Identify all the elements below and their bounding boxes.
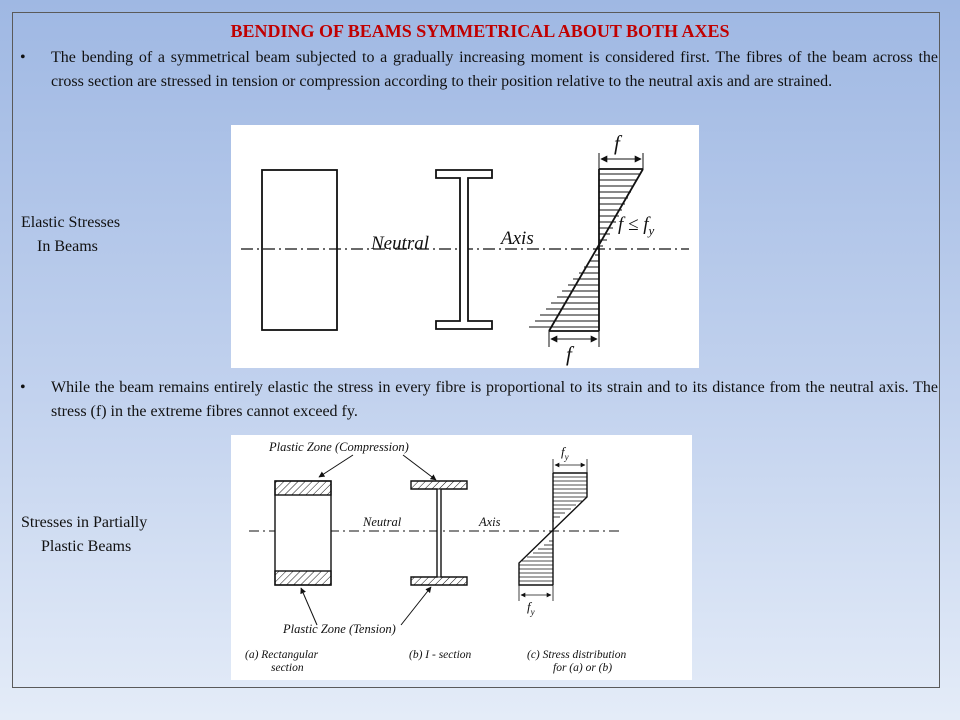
- caption-c-line-2: for (a) or (b): [553, 662, 613, 674]
- stress-limit-sub: y: [648, 223, 655, 238]
- stress-profile-line: [549, 169, 643, 331]
- stress-f-top: f: [614, 131, 620, 155]
- bullet-text-1: The bending of a symmetrical beam subjected to a gradually increasing moment is considered first. The fibres of the beam across the cross section are stressed in tension or compression according to their position relative to the neutral axis and are strained.: [51, 49, 938, 90]
- fy-bottom-sub: y: [530, 607, 535, 617]
- tension-zone-rect: [275, 571, 331, 585]
- bullet-marker: •: [20, 379, 26, 396]
- side-label-plastic: [21, 511, 147, 559]
- bullet-marker: •: [20, 49, 26, 66]
- plastic-zone-tension-label: Plastic Zone (Tension): [283, 622, 396, 636]
- plastic-zone-compression-label: Plastic Zone (Compression): [269, 440, 409, 454]
- stress-f-bottom: f: [566, 342, 572, 366]
- side-label-elastic: [21, 211, 120, 259]
- bullet-paragraph-2: [20, 376, 938, 424]
- side-label-elastic-line-1: Elastic Stresses: [21, 214, 121, 231]
- compression-leader-arrow-2: [403, 455, 436, 480]
- compression-zone-rect: [275, 481, 331, 495]
- neutral-label: Neutral: [363, 515, 402, 529]
- side-label-plastic-line-2: Plastic Beams: [41, 538, 132, 555]
- fy-top-sub: y: [564, 452, 569, 462]
- caption-c-line-1: (c) Stress distribution: [527, 649, 627, 661]
- rectangular-section: [262, 170, 337, 330]
- stress-limit-label: [618, 214, 655, 238]
- bullet-text-2: While the beam remains entirely elastic the stress in every fibre is proportional to its strain and to its distance from the neutral axis. The stress (f) in the extreme fibres cannot exceed fy.: [51, 379, 938, 420]
- tension-leader-arrow: [301, 588, 317, 625]
- side-label-elastic-line-2: In Beams: [37, 238, 98, 255]
- fy-bottom-text: f: [527, 599, 531, 614]
- fy-top-label: [561, 444, 569, 462]
- neutral-label: Neutral: [371, 233, 430, 254]
- i-tension-flange: [411, 577, 467, 585]
- caption-a-line-2: section: [271, 662, 304, 674]
- stress-limit-text: f ≤ f: [618, 214, 649, 235]
- bullet-paragraph-1: [20, 46, 938, 94]
- slide-title: BENDING OF BEAMS SYMMETRICAL ABOUT BOTH AXES: [230, 21, 730, 41]
- side-label-plastic-line-1: Stresses in Partially: [21, 514, 148, 531]
- i-section: [411, 481, 467, 585]
- rectangular-section: [275, 481, 331, 585]
- fy-bottom-label: [527, 599, 535, 617]
- tension-leader-arrow-2: [401, 587, 431, 625]
- axis-label: Axis: [479, 515, 501, 529]
- fy-top-text: f: [561, 444, 565, 459]
- caption-b: (b) I - section: [409, 649, 472, 661]
- compression-leader-arrow: [319, 455, 353, 477]
- partially-plastic-stress-figure: [231, 435, 692, 680]
- caption-a-line-1: (a) Rectangular: [245, 649, 319, 661]
- axis-label: Axis: [501, 228, 534, 249]
- i-compression-flange: [411, 481, 467, 489]
- stress-hatching: [529, 174, 640, 327]
- elastic-stress-figure: [231, 125, 699, 368]
